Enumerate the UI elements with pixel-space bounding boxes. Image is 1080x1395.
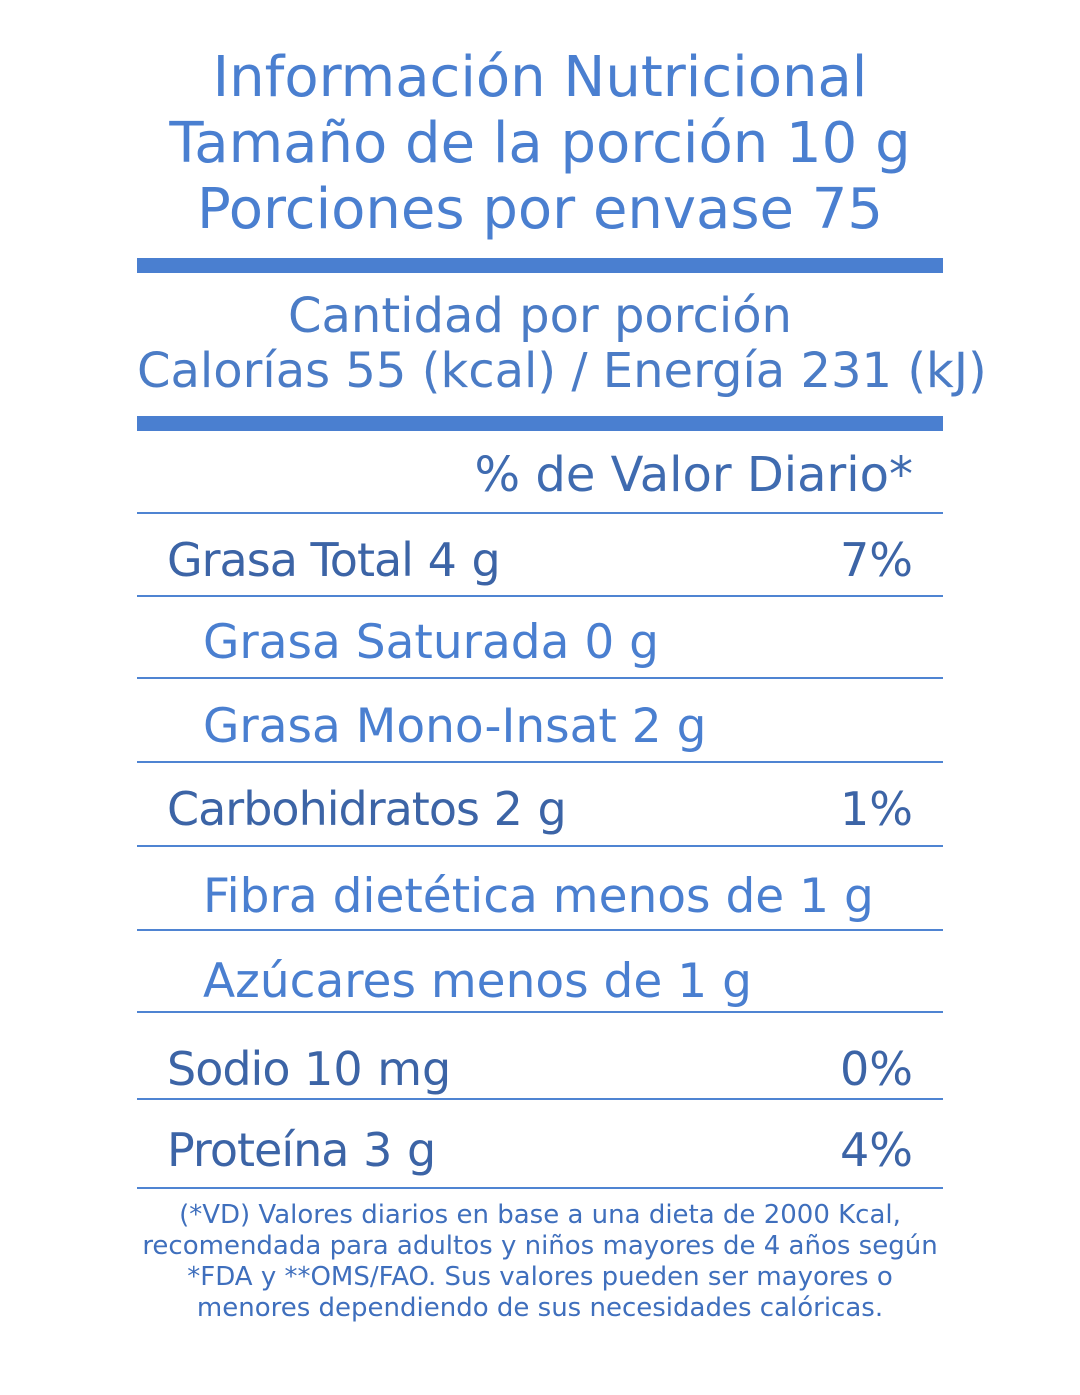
- thick-divider-top: [137, 258, 943, 273]
- nutrient-name: Sodio: [167, 1042, 290, 1096]
- nutrient-amount: 2 g: [493, 782, 567, 836]
- nutrient-row-carbohydrates: [137, 763, 943, 843]
- nutrient-amount: 3 g: [363, 1123, 437, 1177]
- nutrient-row-saturated-fat: [137, 597, 943, 677]
- nutrient-row-sodium: [137, 1023, 943, 1103]
- divider: [137, 929, 943, 931]
- nutrient-name: Carbohidratos: [167, 782, 479, 836]
- nutrient-daily-value: 0%: [840, 1042, 913, 1096]
- nutrient-row-total-fat: [137, 514, 943, 594]
- nutrient-row-mono-fat: [137, 681, 943, 761]
- nutrient-amount: 1 g: [799, 869, 874, 924]
- serving-size: Tamaño de la porción 10 g: [169, 111, 911, 176]
- nutrient-amount: 4 g: [427, 533, 501, 587]
- nutrient-name: Grasa Total: [167, 533, 413, 587]
- nutrient-row-fiber: [137, 851, 943, 931]
- divider: [137, 677, 943, 679]
- footnote-line: recomendada para adultos y niños mayores de 4 años según: [142, 1231, 938, 1261]
- nutrient-daily-value: 7%: [840, 533, 913, 587]
- nutrient-amount: 1 g: [677, 954, 752, 1009]
- nutrient-amount: 10 mg: [304, 1042, 452, 1096]
- nutrition-label: [137, 0, 987, 1395]
- nutrient-name: Azúcares menos de: [203, 954, 663, 1009]
- divider: [137, 1098, 943, 1100]
- footnote-line: menores dependiendo de sus necesidades calóricas.: [196, 1293, 884, 1323]
- footnote-line: (*VD) Valores diarios en base a una dieta de 2000 Kcal,: [179, 1200, 901, 1230]
- nutrient-name: Grasa Mono-Insat: [203, 699, 617, 754]
- nutrient-amount: 0 g: [584, 615, 660, 670]
- thick-divider-bottom: [137, 416, 943, 431]
- nutrient-amount: 2 g: [631, 699, 707, 754]
- daily-value-header: % de Valor Diario*: [474, 447, 913, 503]
- nutrient-row-protein: [137, 1104, 943, 1184]
- label-title: Información Nutricional: [212, 45, 868, 110]
- servings-per-container: Porciones por envase 75: [196, 177, 884, 242]
- calories-energy: Calorías 55 (kcal) / Energía 231 (kJ): [137, 343, 987, 399]
- nutrient-name: Proteína: [167, 1123, 349, 1177]
- nutrient-daily-value: 1%: [840, 782, 913, 836]
- footnote-line: *FDA y **OMS/FAO. Sus valores pueden ser mayores o: [187, 1262, 893, 1292]
- nutrient-row-sugars: [137, 936, 943, 1016]
- divider: [137, 845, 943, 847]
- divider: [137, 1187, 943, 1189]
- nutrient-daily-value: 4%: [840, 1123, 913, 1177]
- nutrient-name: Grasa Saturada: [203, 615, 570, 670]
- nutrient-name: Fibra dietética menos de: [203, 869, 785, 924]
- amount-per-serving-label: Cantidad por porción: [288, 288, 792, 344]
- divider: [137, 1011, 943, 1013]
- footnote: [127, 1200, 953, 1324]
